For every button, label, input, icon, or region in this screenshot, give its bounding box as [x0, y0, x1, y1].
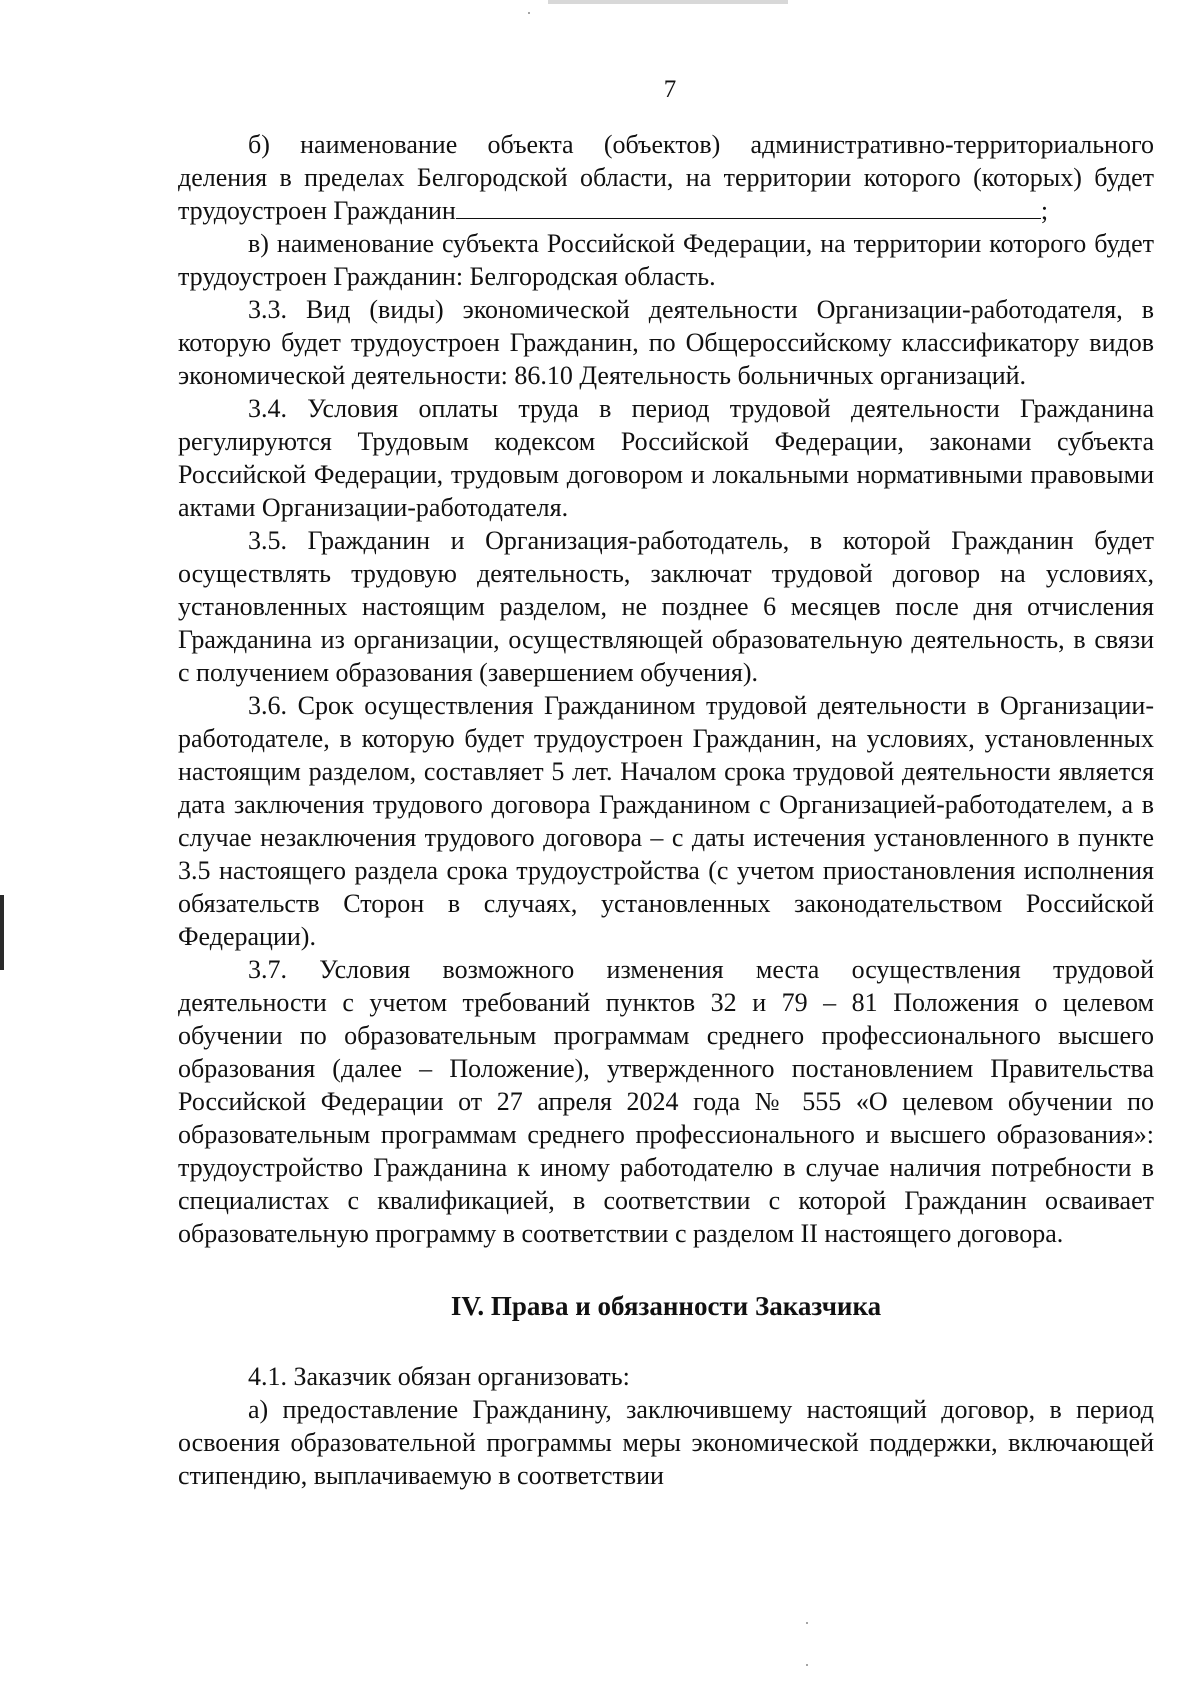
- clause-3-6: 3.6. Срок осуществления Гражданином трудовой деятельности в Организации-работодателе, в которую будет трудоустроен Гражданин, на условиях, установленных настоящим разделом, составляет 5 лет. Началом срока трудовой деятельности является дата заключения трудового договора Гражданином с Организацией-работодателем, а в случае незаключения трудового договора – с даты истечения установленного в пункте 3.5 настоящего раздела срока трудоустройства (с учетом приостановления исполнения обязательств Сторон в случаях, установленных законодательством Российской Федерации).: [178, 691, 1154, 951]
- scan-speck: [806, 1622, 808, 1624]
- clause-3-3: 3.3. Вид (виды) экономической деятельности Организации-работодателя, в которую будет трудоустроен Гражданин, по Общероссийскому классификатору видов экономической деятельности: 86.10 Деятельность больничных организаций.: [178, 295, 1154, 390]
- clause-4-1: 4.1. Заказчик обязан организовать:: [248, 1362, 630, 1391]
- fill-in-blank: [456, 196, 1041, 219]
- scan-speck: [806, 1664, 808, 1666]
- scan-speck: [528, 12, 530, 14]
- scan-edge-mark: [0, 895, 4, 970]
- section-heading: IV. Права и обязанности Заказчика: [450, 1291, 882, 1321]
- paragraph-b: [178, 128, 1154, 227]
- clause-3-5: 3.5. Гражданин и Организация-работодатель, в которой Гражданин будет осуществлять трудовую деятельность, заключат трудовой договор на условиях, установленных настоящим разделом, не позднее 6 месяцев после дня отчисления Гражданина из организации, осуществляющей образовательную деятельность, в связи с получением образования (завершением обучения).: [178, 526, 1154, 687]
- paragraph-b-end: ;: [1040, 196, 1049, 225]
- page-number: 7: [663, 76, 677, 103]
- clause-3-4: 3.4. Условия оплаты труда в период трудовой деятельности Гражданина регулируются Трудовым кодексом Российской Федерации, законами субъекта Российской Федерации, трудовым договором и локальными нормативными правовыми актами Организации-работодателя.: [178, 394, 1154, 522]
- paragraph-v: в) наименование субъекта Российской Федерации, на территории которого будет трудоустроен Гражданин: Белгородская область.: [178, 229, 1154, 291]
- document-body: [178, 128, 1154, 1492]
- paragraph-b-text: б) наименование объекта (объектов) административно-территориального деления в пределах Белгородской области, на территории которого (которых) будет трудоустроен Гражданин: [178, 130, 1154, 225]
- scan-artifact: [548, 0, 788, 4]
- clause-3-7: 3.7. Условия возможного изменения места осуществления трудовой деятельности с учетом требований пунктов 32 и 79 – 81 Положения о целевом обучении по образовательным программам среднего профессионального высшего образования (далее – Положение), утвержденного постановлением Правительства Российской Федерации от 27 апреля 2024 года № 555 «О целевом обучении по образовательным программам среднего профессионального и высшего образования»: трудоустройство Гражданина к иному работодателю в случае наличия потребности в специалистах с квалификацией, в соответствии с которой Гражданин осваивает образовательную программу в соответствии с разделом II настоящего договора.: [178, 955, 1154, 1248]
- paragraph-a: а) предоставление Гражданину, заключившему настоящий договор, в период освоения образовательной программы меры экономической поддержки, включающей стипендию, выплачиваемую в соответствии: [178, 1395, 1154, 1490]
